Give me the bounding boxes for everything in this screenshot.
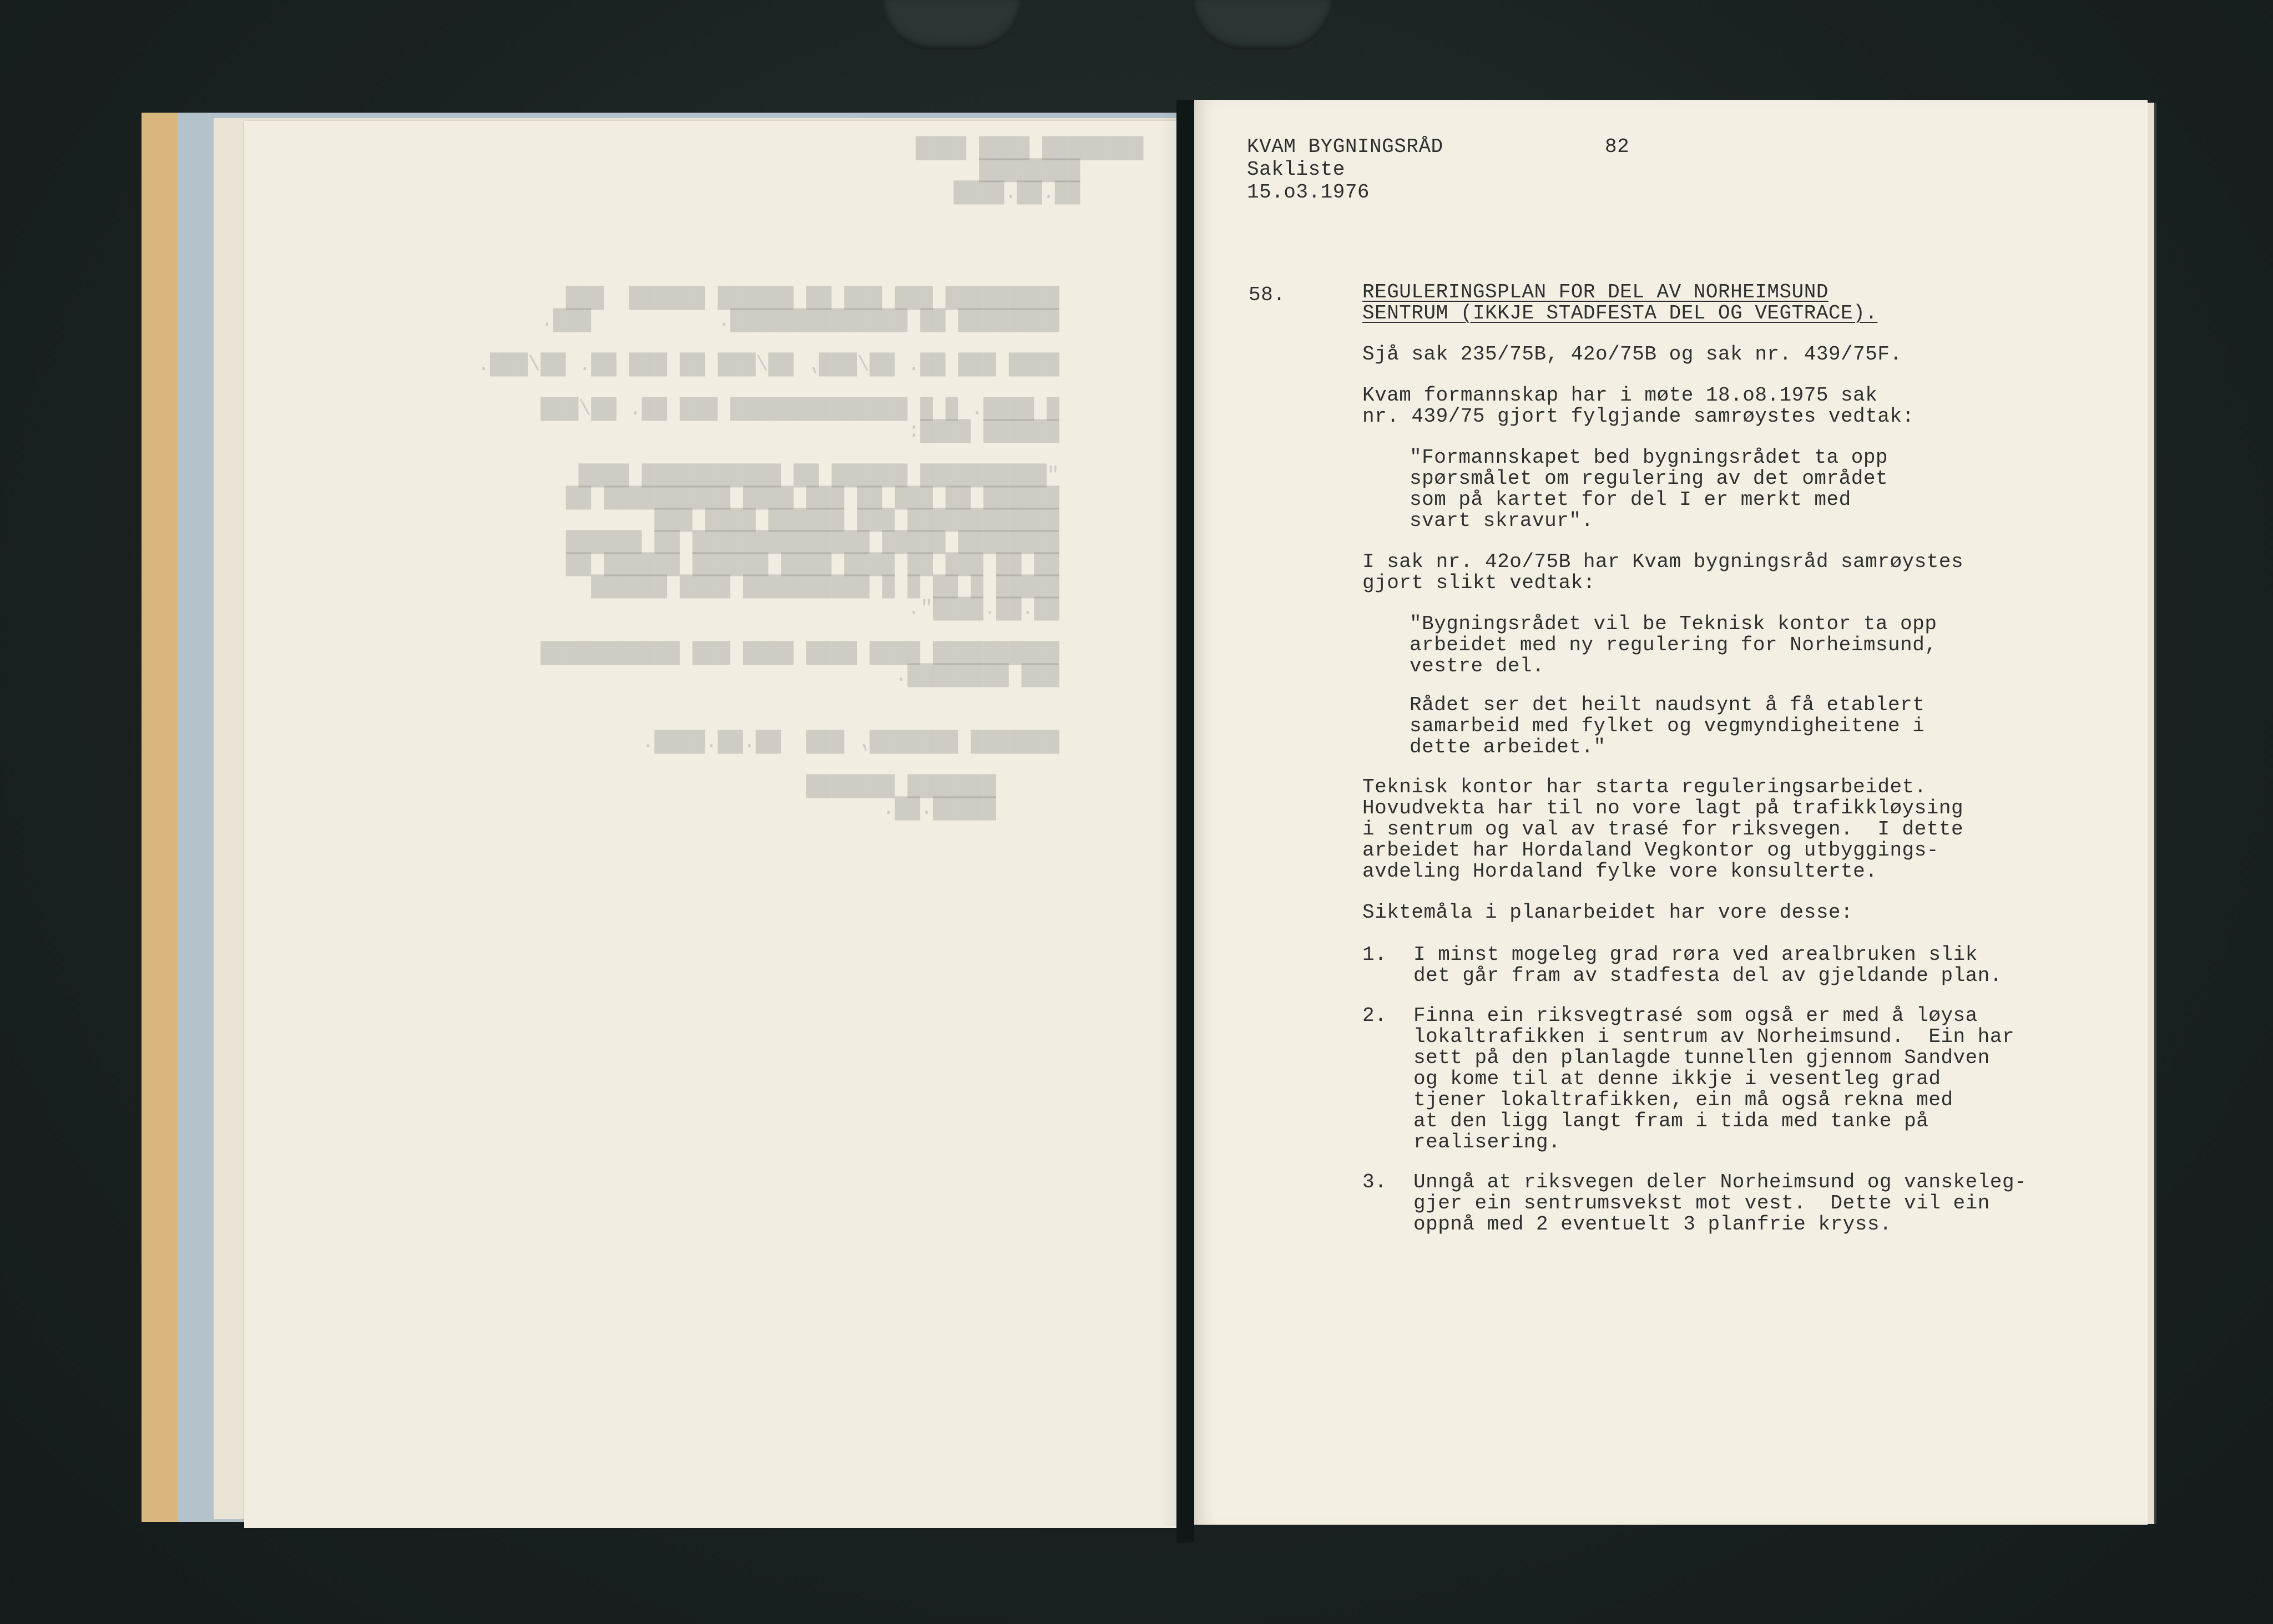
quote-3-line-3: dette arbeidet." [1410,736,1606,758]
bleed-through-body: █████████ ███ ███ ██ ██████ ██████ ███ ████████ ██ ██████████████. ███. ████ ███ ██. ██/███, ██/███ ██ ███ ██. ██/███. █ ████. █ █ ██████████████ ███ ██. ██/███ ██████ ████: "██████████ ██████ ██ ███████████ ████ ██████ ██ ███ ██ ███ ████ ██████████ ██ ████████████ ███ ██████ ████ ███ ████████ █████ ██████████████ ██ ██████ ██ ██ ███ ██ ████ ████ ██████ ██████ ██ █████ █ ██ █ █ ██████████ ████ ██████ ██.██.████". ██████████ ████ ████ ████ ███ ███████████ ███ ████████. ███████ ███████, ███ ██.██.████. ███████ ███████ █████.██. [477,286,1059,821]
paragraph-3-line-5: avdeling Hordaland fylke vore konsulterte. [1362,860,1878,883]
paragraph-3-line-1: Teknisk kontor har starta reguleringsarbeidet. [1362,776,1927,798]
item-title-line-1: REGULERINGSPLAN FOR DEL AV NORHEIMSUND [1362,281,1828,303]
item-reference: Sjå sak 235/75B, 42o/75B og sak nr. 439/75F. [1362,343,1902,366]
page-number: 82 [1605,135,1630,158]
paragraph-1-line-2: nr. 439/75 gjort fylgjande samrøystes vedtak: [1362,405,1915,428]
quote-3-line-2: samarbeid med fylket og vegmyndigheitene i [1410,715,1925,737]
quote-1-line-3: som på kartet for del I er merkt med [1410,488,1851,511]
left-page [244,121,1188,1528]
item-title-line-2: SENTRUM (IKKJE STADFESTA DEL OG VEGTRACE). [1362,302,1878,325]
list-item-3-number: 3. [1362,1171,1387,1193]
list-item-1-line-1: I minst mogeleg grad røra ved arealbruken slik [1413,943,1978,966]
list-item-2-number: 2. [1362,1004,1387,1027]
list-item-1-number: 1. [1362,943,1387,966]
list-item-1-line-2: det går fram av stadfesta del av gjeldande plan. [1413,964,2002,987]
paragraph-4: Siktemåla i planarbeidet har vore desse: [1362,901,1853,924]
quote-2-line-2: arbeidet med ny regulering for Norheimsund, [1410,634,1937,656]
list-item-2-line-7: realisering. [1413,1131,1561,1154]
list-item-2-line-4: og kome til at denne ikkje i vesentleg grad [1413,1068,1941,1090]
paragraph-2-line-2: gjort slikt vedtak: [1362,571,1595,594]
list-item-3-line-1: Unngå at riksvegen deler Norheimsund og vanskeleg- [1413,1171,2027,1193]
list-item-2-line-1: Finna ein riksvegtrasé som også er med å løysa [1413,1004,1978,1027]
list-item-3-line-2: gjer ein sentrumsvekst mot vest. Dette vil ein [1413,1192,1990,1215]
list-item-2-line-3: sett på den planlagde tunnellen gjennom Sandven [1413,1046,1990,1069]
paragraph-1-line-1: Kvam formannskap har i møte 18.o8.1975 sak [1362,384,1878,407]
quote-2-line-3: vestre del. [1410,655,1545,677]
quote-3-line-1: Rådet ser det heilt naudsynt å få etablert [1410,694,1925,716]
quote-2-line-1: "Bygningsrådet vil be Teknisk kontor ta opp [1410,613,1937,635]
header-date: 15.o3.1976 [1247,181,1370,204]
paragraph-3-line-3: i sentrum og val av trasé for riksvegen. I dette [1362,818,1964,841]
list-item-2-line-2: lokaltrafikken i sentrum av Norheimsund. Ein har [1413,1025,2015,1048]
quote-1-line-1: "Formannskapet bed bygningsrådet ta opp [1410,446,1888,469]
list-item-2-line-5: tjener lokaltrafikken, ein må også rekna med [1413,1089,1953,1111]
paragraph-3-line-4: arbeidet har Hordaland Vegkontor og utbyggings- [1362,839,1939,862]
quote-1-line-2: spørsmålet om regulering av det området [1410,467,1888,490]
paragraph-3-line-2: Hovudvekta har til no vore lagt på trafikkløysing [1362,797,1964,819]
header-org: KVAM BYGNINGSRÅD [1247,135,1443,158]
header-doc-type: Sakliste [1247,158,1345,181]
paragraph-2-line-1: I sak nr. 42o/75B har Kvam bygningsråd samrøystes [1362,550,1964,573]
list-item-3-line-3: oppnå med 2 eventuelt 3 planfrie kryss. [1413,1213,1892,1236]
bleed-through-header: ████████ ████ ████ ████████ ██.██.████ [916,136,1144,205]
quote-1-line-4: svart skravur". [1410,509,1594,532]
book-spine [1176,100,1194,1542]
list-item-2-line-6: at den ligg langt fram i tida med tanke på [1413,1110,1929,1132]
item-number: 58. [1249,284,1286,306]
